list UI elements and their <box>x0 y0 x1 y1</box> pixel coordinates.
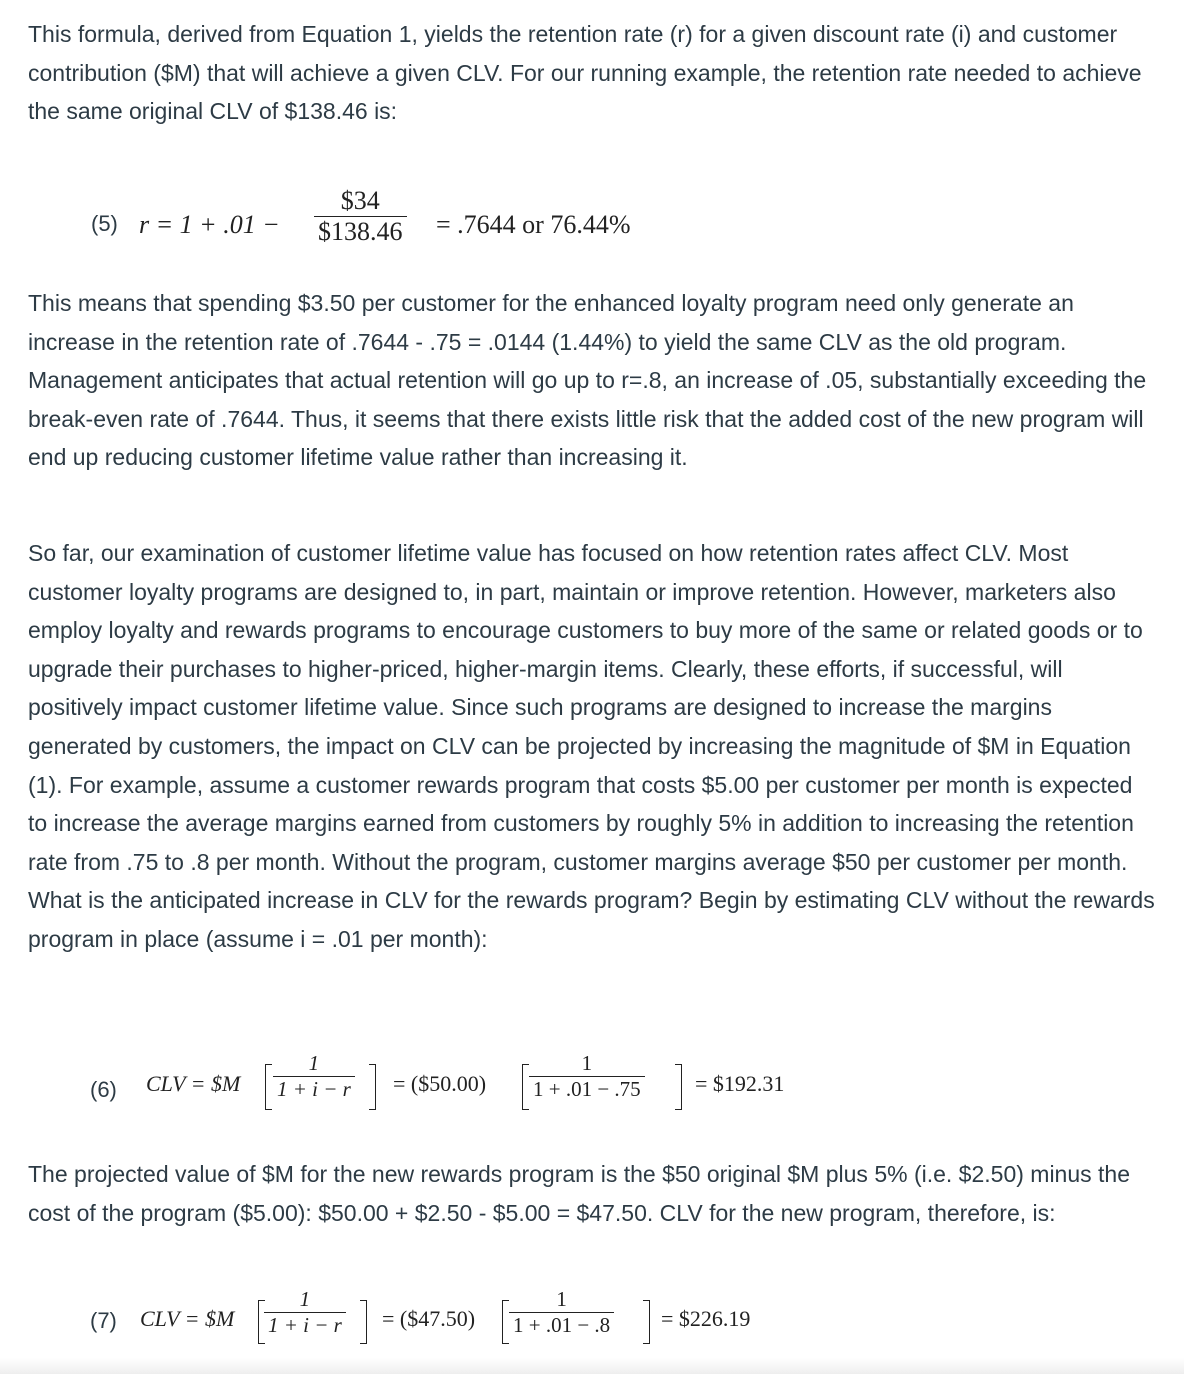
fraction-numerator: 1 <box>556 1287 567 1311</box>
paragraph-rewards-program: So far, our examination of customer lifetime value has focused on how retention rates affect CLV. Most customer loyalty programs are designed to, in part, maintain or improve retention. However, marketers also employ loyalty and rewards programs to encourage customers to buy more of the same or related goods or to upgrade their purchases to higher-priced, higher-margin items. Clearly, these efforts, if successful, will positively impact customer lifetime value. Since such programs are designed to increase the margins generated by customers, the impact on CLV can be projected by increasing the magnitude of $M in Equation (1). For example, assume a customer rewards program that costs $5.00 per customer per month is expected to increase the average margins earned from customers by roughly 5% in addition to increasing the retention rate from .75 to .8 per month. Without the program, customer margins average $50 per customer per month. What is the anticipated increase in CLV for the rewards program? Begin by estimating CLV without the rewards program in place (assume i = .01 per month): <box>28 540 1155 952</box>
equation-number: (5) <box>91 211 118 236</box>
fraction-denominator: 1 + .01 − .8 <box>509 1312 614 1338</box>
fraction-numerator: $34 <box>340 186 380 215</box>
equation-fraction <box>273 1051 355 1102</box>
equation-middle: = ($47.50) <box>382 1306 476 1331</box>
equation-number: (7) <box>90 1308 117 1333</box>
equation-result: = $192.31 <box>695 1071 785 1096</box>
equation-lhs: CLV = $M <box>140 1306 235 1331</box>
equation-lhs: CLV = $M <box>146 1071 241 1096</box>
fraction-numerator: 1 <box>581 1051 593 1075</box>
bottom-edge <box>0 1358 1184 1374</box>
left-bracket <box>522 1064 529 1110</box>
fraction-denominator: 1 + i − r <box>273 1076 355 1102</box>
right-bracket <box>360 1300 367 1344</box>
fraction-denominator: 1 + .01 − .75 <box>529 1076 645 1102</box>
equation-fraction <box>314 186 407 247</box>
right-bracket <box>675 1064 682 1110</box>
left-bracket <box>502 1300 509 1344</box>
fraction-numerator: 1 <box>299 1287 311 1311</box>
equation-number: (6) <box>90 1077 117 1102</box>
right-bracket <box>643 1300 650 1344</box>
fraction-denominator: 1 + i − r <box>264 1312 346 1338</box>
equation-fraction <box>529 1051 645 1102</box>
equation-fraction <box>264 1287 346 1338</box>
equation-rhs: = .7644 or 76.44% <box>436 210 631 239</box>
equation-middle: = ($50.00) <box>393 1071 487 1096</box>
equation-lhs: r = 1 + .01 − <box>139 210 280 239</box>
right-bracket <box>369 1064 376 1110</box>
fraction-denominator: $138.46 <box>314 216 407 247</box>
paragraph-intro: This formula, derived from Equation 1, yields the retention rate (r) for a given discount rate (i) and customer contribution ($M) that will achieve a given CLV. For our running example, the retention rate needed to achieve the same original CLV of $138.46 is: <box>28 21 1142 125</box>
paragraph-new-margin: The projected value of $M for the new rewards program is the $50 original $M plus 5% (i.e. $2.50) minus the cost of the program ($5.00): $50.00 + $2.50 - $5.00 = $47.50. CLV for the new program, therefore, is: <box>28 1161 1131 1226</box>
fraction-numerator: 1 <box>308 1051 320 1075</box>
equation-fraction <box>509 1287 614 1338</box>
left-bracket <box>265 1064 272 1110</box>
paragraph-break-even: This means that spending $3.50 per customer for the enhanced loyalty program need only generate an increase in the retention rate of .7644 - .75 = .0144 (1.44%) to yield the same CLV as the old program. Management anticipates that actual retention will go up to r=.8, an increase of .05, substantially exceeding the break-even rate of .7644. Thus, it seems that there exists little risk that the added cost of the new program will end up reducing customer lifetime value rather than increasing it. <box>28 290 1147 471</box>
equation-result: = $226.19 <box>661 1306 751 1331</box>
